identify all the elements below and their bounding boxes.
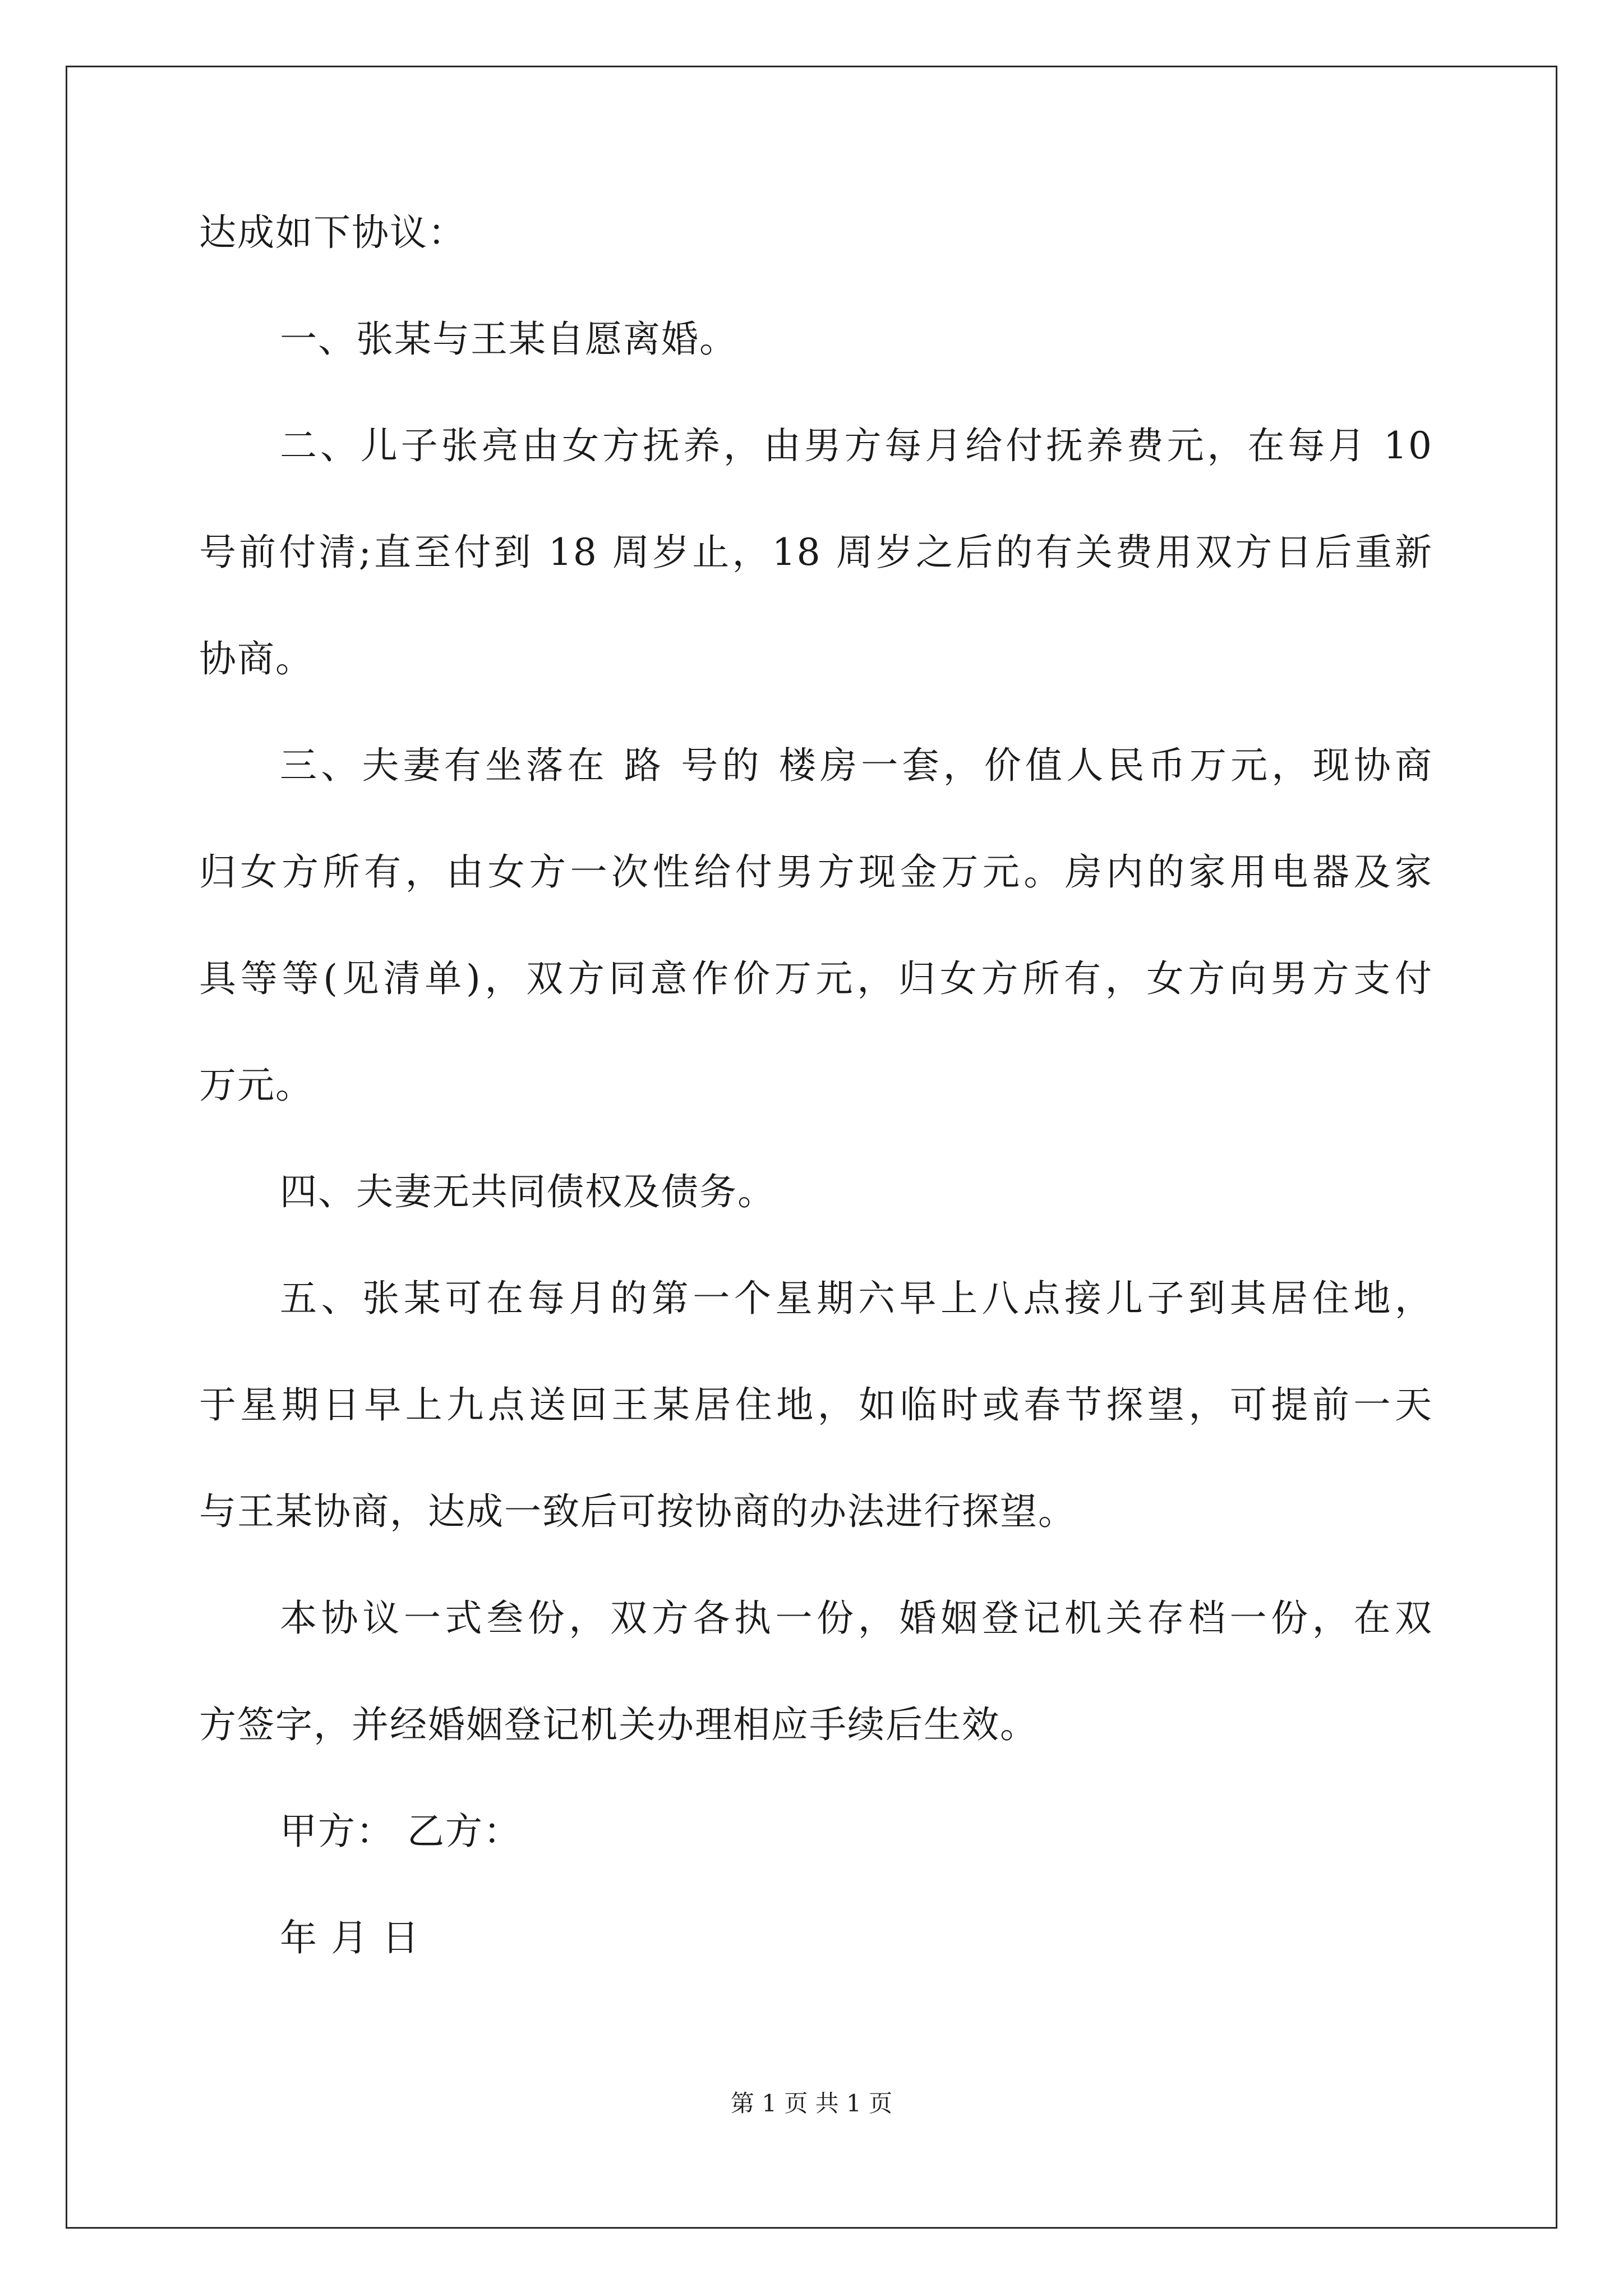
doc-line: 于星期日早上九点送回王某居住地，如临时或春节探望，可提前一天 — [199, 1383, 1433, 1427]
doc-line: 归女方所有，由女方一次性给付男方现金万元。房内的家用电器及家 — [199, 850, 1433, 894]
signature-line: 甲方： 乙方： — [280, 1810, 522, 1853]
doc-line: 方签字，并经婚姻登记机关办理相应手续后生效。 — [199, 1703, 1038, 1746]
doc-line: 万元。 — [199, 1064, 313, 1107]
date-line: 年 月 日 — [280, 1916, 420, 1959]
doc-line: 与王某协商，达成一致后可按协商的办法进行探望。 — [199, 1490, 1076, 1533]
doc-line: 号前付清;直至付到 18 周岁止，18 周岁之后的有关费用双方日后重新 — [199, 531, 1433, 574]
doc-line: 协商。 — [199, 637, 313, 680]
doc-line: 本协议一式叁份，双方各执一份，婚姻登记机关存档一份，在双 — [280, 1596, 1433, 1640]
doc-line: 三、夫妻有坐落在 路 号的 楼房一套，价值人民币万元，现协商 — [280, 744, 1433, 787]
doc-line: 具等等(见清单)，双方同意作价万元，归女方所有，女方向男方支付 — [199, 957, 1433, 1000]
doc-line: 二、儿子张亮由女方抚养，由男方每月给付抚养费元，在每月 10 — [280, 424, 1433, 467]
doc-line: 五、张某可在每月的第一个星期六早上八点接儿子到其居住地， — [280, 1277, 1433, 1320]
doc-line: 一、张某与王某自愿离婚。 — [280, 318, 737, 361]
page-number: 第 1 页 共 1 页 — [730, 2090, 893, 2117]
doc-line: 达成如下协议： — [199, 211, 466, 254]
page-border — [66, 66, 1557, 2229]
doc-line: 四、夫妻无共同债权及债务。 — [280, 1170, 776, 1213]
